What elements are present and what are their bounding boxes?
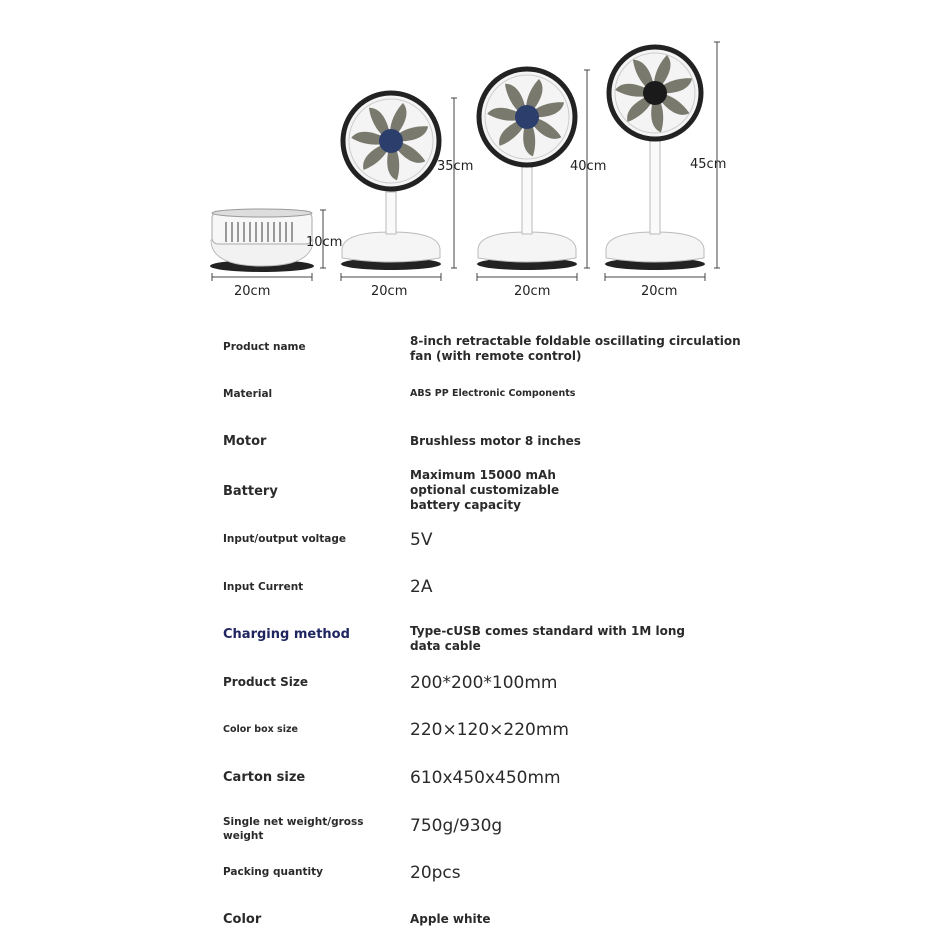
- height-label-40: 40cm: [570, 159, 607, 174]
- spec-value-product-size: 200*200*100mm: [410, 673, 558, 693]
- spec-label-line: Single net weight/gross: [223, 816, 364, 828]
- spec-value-line: 8-inch retractable foldable oscillating circulation: [410, 334, 741, 348]
- spec-label-battery: Battery: [223, 484, 278, 499]
- spec-value-line: battery capacity: [410, 498, 521, 512]
- spec-value-line: optional customizable: [410, 483, 560, 497]
- spec-label-color: Color: [223, 912, 262, 927]
- height-label-folded: 10cm: [306, 235, 343, 250]
- spec-value-charging: [410, 624, 685, 654]
- height-label-35: 35cm: [437, 159, 474, 174]
- spec-value-voltage: 5V: [410, 530, 433, 550]
- spec-value-material: ABS PP Electronic Components: [410, 388, 576, 399]
- spec-label-color-box: Color box size: [223, 724, 298, 735]
- width-label-40: 20cm: [514, 284, 551, 299]
- spec-label-charging: Charging method: [223, 627, 350, 642]
- spec-value-color: Apple white: [410, 912, 491, 926]
- spec-label-product-name: Product name: [223, 341, 306, 353]
- spec-label-material: Material: [223, 388, 273, 400]
- spec-label-voltage: Input/output voltage: [223, 533, 347, 545]
- spec-value-line: data cable: [410, 639, 481, 653]
- spec-value-motor: Brushless motor 8 inches: [410, 434, 581, 448]
- spec-value-line: Type-cUSB comes standard with 1M long: [410, 624, 685, 638]
- spec-value-product-name: [410, 334, 741, 364]
- spec-label-line: weight: [223, 830, 264, 842]
- spec-value-line: fan (with remote control): [410, 349, 582, 363]
- spec-value-packing: 20pcs: [410, 863, 461, 883]
- spec-value-color-box: 220×120×220mm: [410, 720, 569, 740]
- spec-value-current: 2A: [410, 577, 433, 597]
- width-label-35: 20cm: [371, 284, 408, 299]
- spec-label-carton: Carton size: [223, 770, 306, 785]
- spec-label-weight: [223, 815, 363, 843]
- spec-label-product-size: Product Size: [223, 675, 308, 689]
- spec-value-line: Maximum 15000 mAh: [410, 468, 556, 482]
- width-label-45: 20cm: [641, 284, 678, 299]
- height-label-45: 45cm: [690, 157, 727, 172]
- spec-label-current: Input Current: [223, 581, 304, 593]
- width-label-folded: 20cm: [234, 284, 271, 299]
- spec-label-motor: Motor: [223, 434, 267, 449]
- spec-label-packing: Packing quantity: [223, 866, 323, 878]
- spec-value-battery: [410, 468, 559, 513]
- spec-value-weight: 750g/930g: [410, 816, 503, 836]
- spec-value-carton: 610x450x450mm: [410, 768, 561, 788]
